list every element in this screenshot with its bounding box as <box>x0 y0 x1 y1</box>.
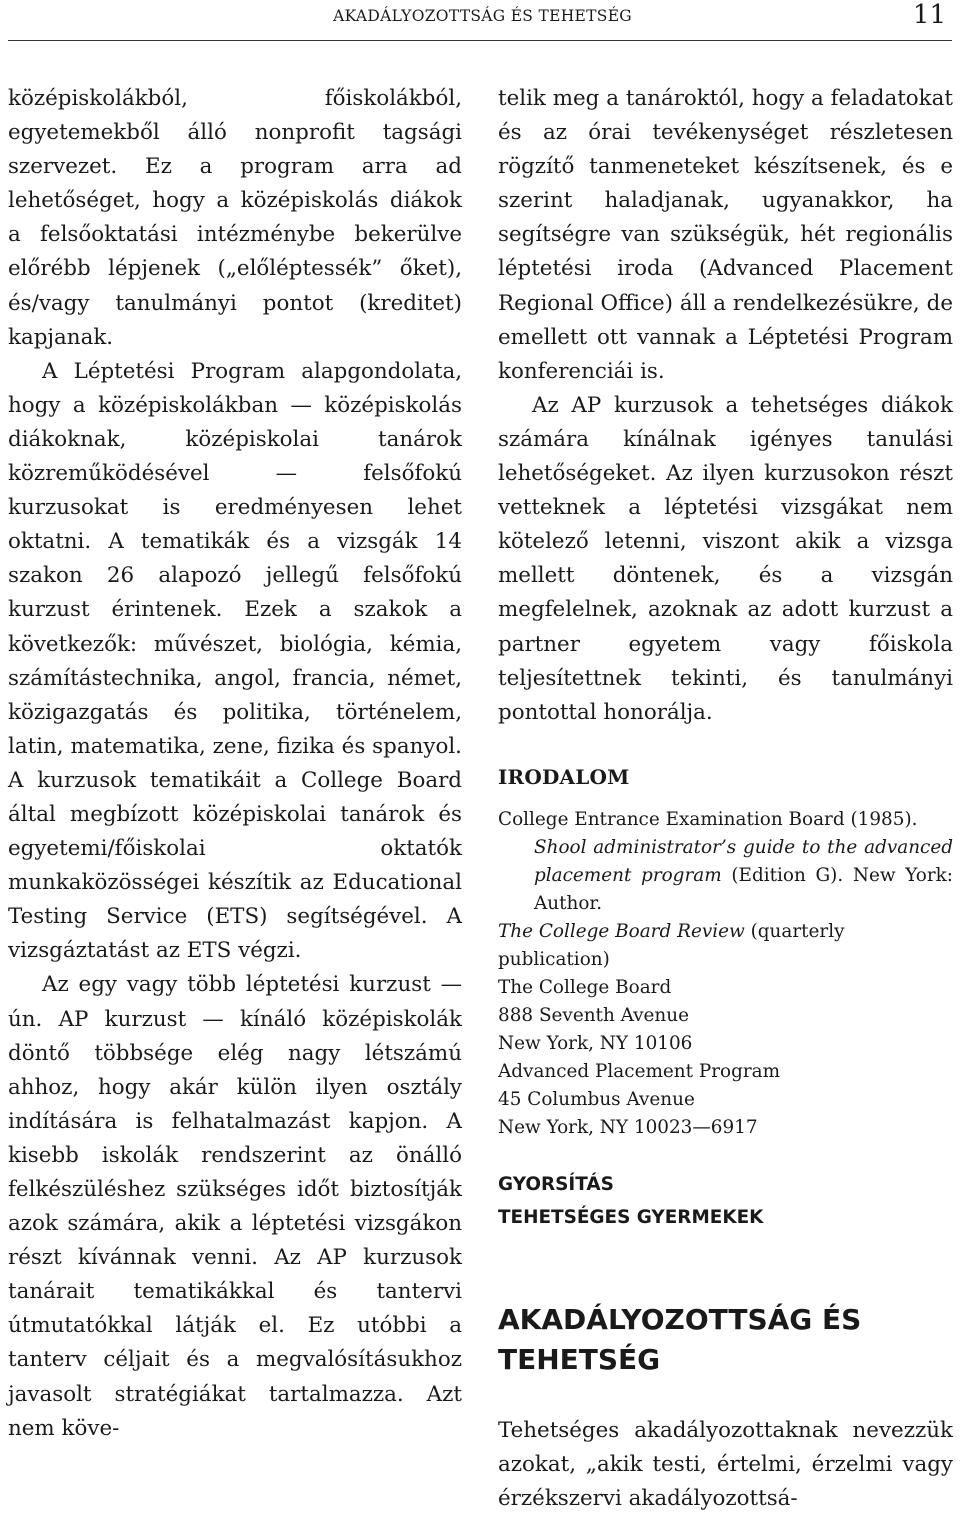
paragraph: Az egy vagy több léptetési kurzust — ún. AP kurzust — kínáló középiskolák döntő többsége elég nagy létszámú ahhoz, hogy akár külön ilyen osztály indítására is felhatalmazást kapjon. A kisebb iskolák rendszerint az önálló felkészüléshez szükséges időt biztosítják azok számára, akik a léptetési vizsgákon részt kívánnak venni. Az AP kurzusok tanárait tematikákkal és tantervi útmutatókkal látják el. Ez utóbbi a tanterv céljait és a megvalósításukhoz javasolt stratégiákat tartalmazza. Azt nem köve- <box>8 972 462 1441</box>
section-heading-line: TEHETSÉG <box>498 1342 661 1376</box>
paragraph: Az AP kurzusok a tehetséges diákok számára kínálnak igényes tanulási lehetőségeket. Az ilyen kurzusokon részt vetteknek a léptetési vizsgákat nem kötelező letenni, viszont akik a vizsga mellett döntenek, és a vizsgán megfelelnek, azoknak az adott kurzust a partner egyetem vagy főiskola teljesítettnek tekinti, és tanulmányi pontottal honorálja. <box>498 392 953 725</box>
reference-entry <box>498 806 953 918</box>
page-number: 11 <box>912 0 946 30</box>
paragraph: A Léptetési Program alapgondolata, hogy a középiskolákban — középiskolás diákoknak, középiskolai tanárok közreműködésével — felsőfokú kurzusokat is eredményesen lehet oktatni. A tematikák és a vizsgák 14 szakon 26 alapozó jellegű felsőfokú kurzust érintenek. Ezek a szakok a következők: művészet, biológia, kémia, számítástechnika, angol, francia, német, közigazgatás és politika, történelem, latin, matematika, zene, fizika és spanyol. A kurzusok tematikáit a College Board által megbízott középiskolai tanárok és egyetemi/főiskolai oktatók munkaközösségei készítik az Educational Testing Service (ETS) segítségével. A vizsgáztatást az ETS végzi. <box>8 358 462 964</box>
address-line: New York, NY 10106 <box>498 1032 693 1054</box>
see-also-link[interactable]: TEHETSÉGES GYERMEKEK <box>498 1206 764 1228</box>
section-body: Tehetséges akadályozottaknak nevezzük azokat, „akik testi, értelmi, érzelmi vagy érzékszervi akadályozottsá- <box>498 1417 953 1512</box>
address-line: New York, NY 10023—6917 <box>498 1116 758 1138</box>
address-line: Advanced Placement Program <box>498 1060 781 1082</box>
reference-continuation <box>498 834 953 918</box>
reference-details: (Edition G). New York: Author. <box>534 864 954 914</box>
reference-title: Shool administrator’s guide to the advanced placement program <box>534 836 953 886</box>
section-heading <box>498 1300 953 1380</box>
left-column <box>8 82 462 1446</box>
reference-author: College Entrance Examination Board (1985). <box>498 808 918 830</box>
paragraph: telik meg a tanároktól, hogy a feladatokat és az órai tevékenységet részletesen rögzítő tanmeneteket készítsenek, és e szerint haladjanak, ugyanakkor, ha segítségre van szükségük, hét regionális léptetési iroda (Advanced Placement Regional Office) áll a rendelkezésükre, de emellett ott vannak a Léptetési Program konferenciái is. <box>498 86 953 384</box>
address-line: 888 Seventh Avenue <box>498 1004 690 1026</box>
address-line: 45 Columbus Avenue <box>498 1088 695 1110</box>
see-also-link[interactable]: GYORSÍTÁS <box>498 1173 614 1195</box>
reference-list <box>498 806 953 1142</box>
reference-entry <box>498 918 953 974</box>
right-column <box>498 82 953 1516</box>
section-heading-line: AKADÁLYOZOTTSÁG ÉS <box>498 1302 862 1336</box>
reference-title: The College Board Review <box>498 920 745 942</box>
see-also-list <box>498 1168 953 1234</box>
running-head: AKADÁLYOZOTTSÁG ÉS TEHETSÉG <box>333 7 632 25</box>
reference-details: (quarterly publication) <box>498 920 845 970</box>
address-line: The College Board <box>498 976 672 998</box>
references-heading: IRODALOM <box>498 764 630 789</box>
page-header <box>8 0 952 41</box>
paragraph: középiskolákból, főiskolákból, egyetemekből álló nonprofit tagsági szervezet. Ez a program arra ad lehetőséget, hogy a középiskolás diákok a felsőoktatási intézménybe bekerülve előrébb lépjenek („előléptessék” őket), és/vagy tanulmányi pontot (kreditet) kapjanak. <box>8 86 462 350</box>
